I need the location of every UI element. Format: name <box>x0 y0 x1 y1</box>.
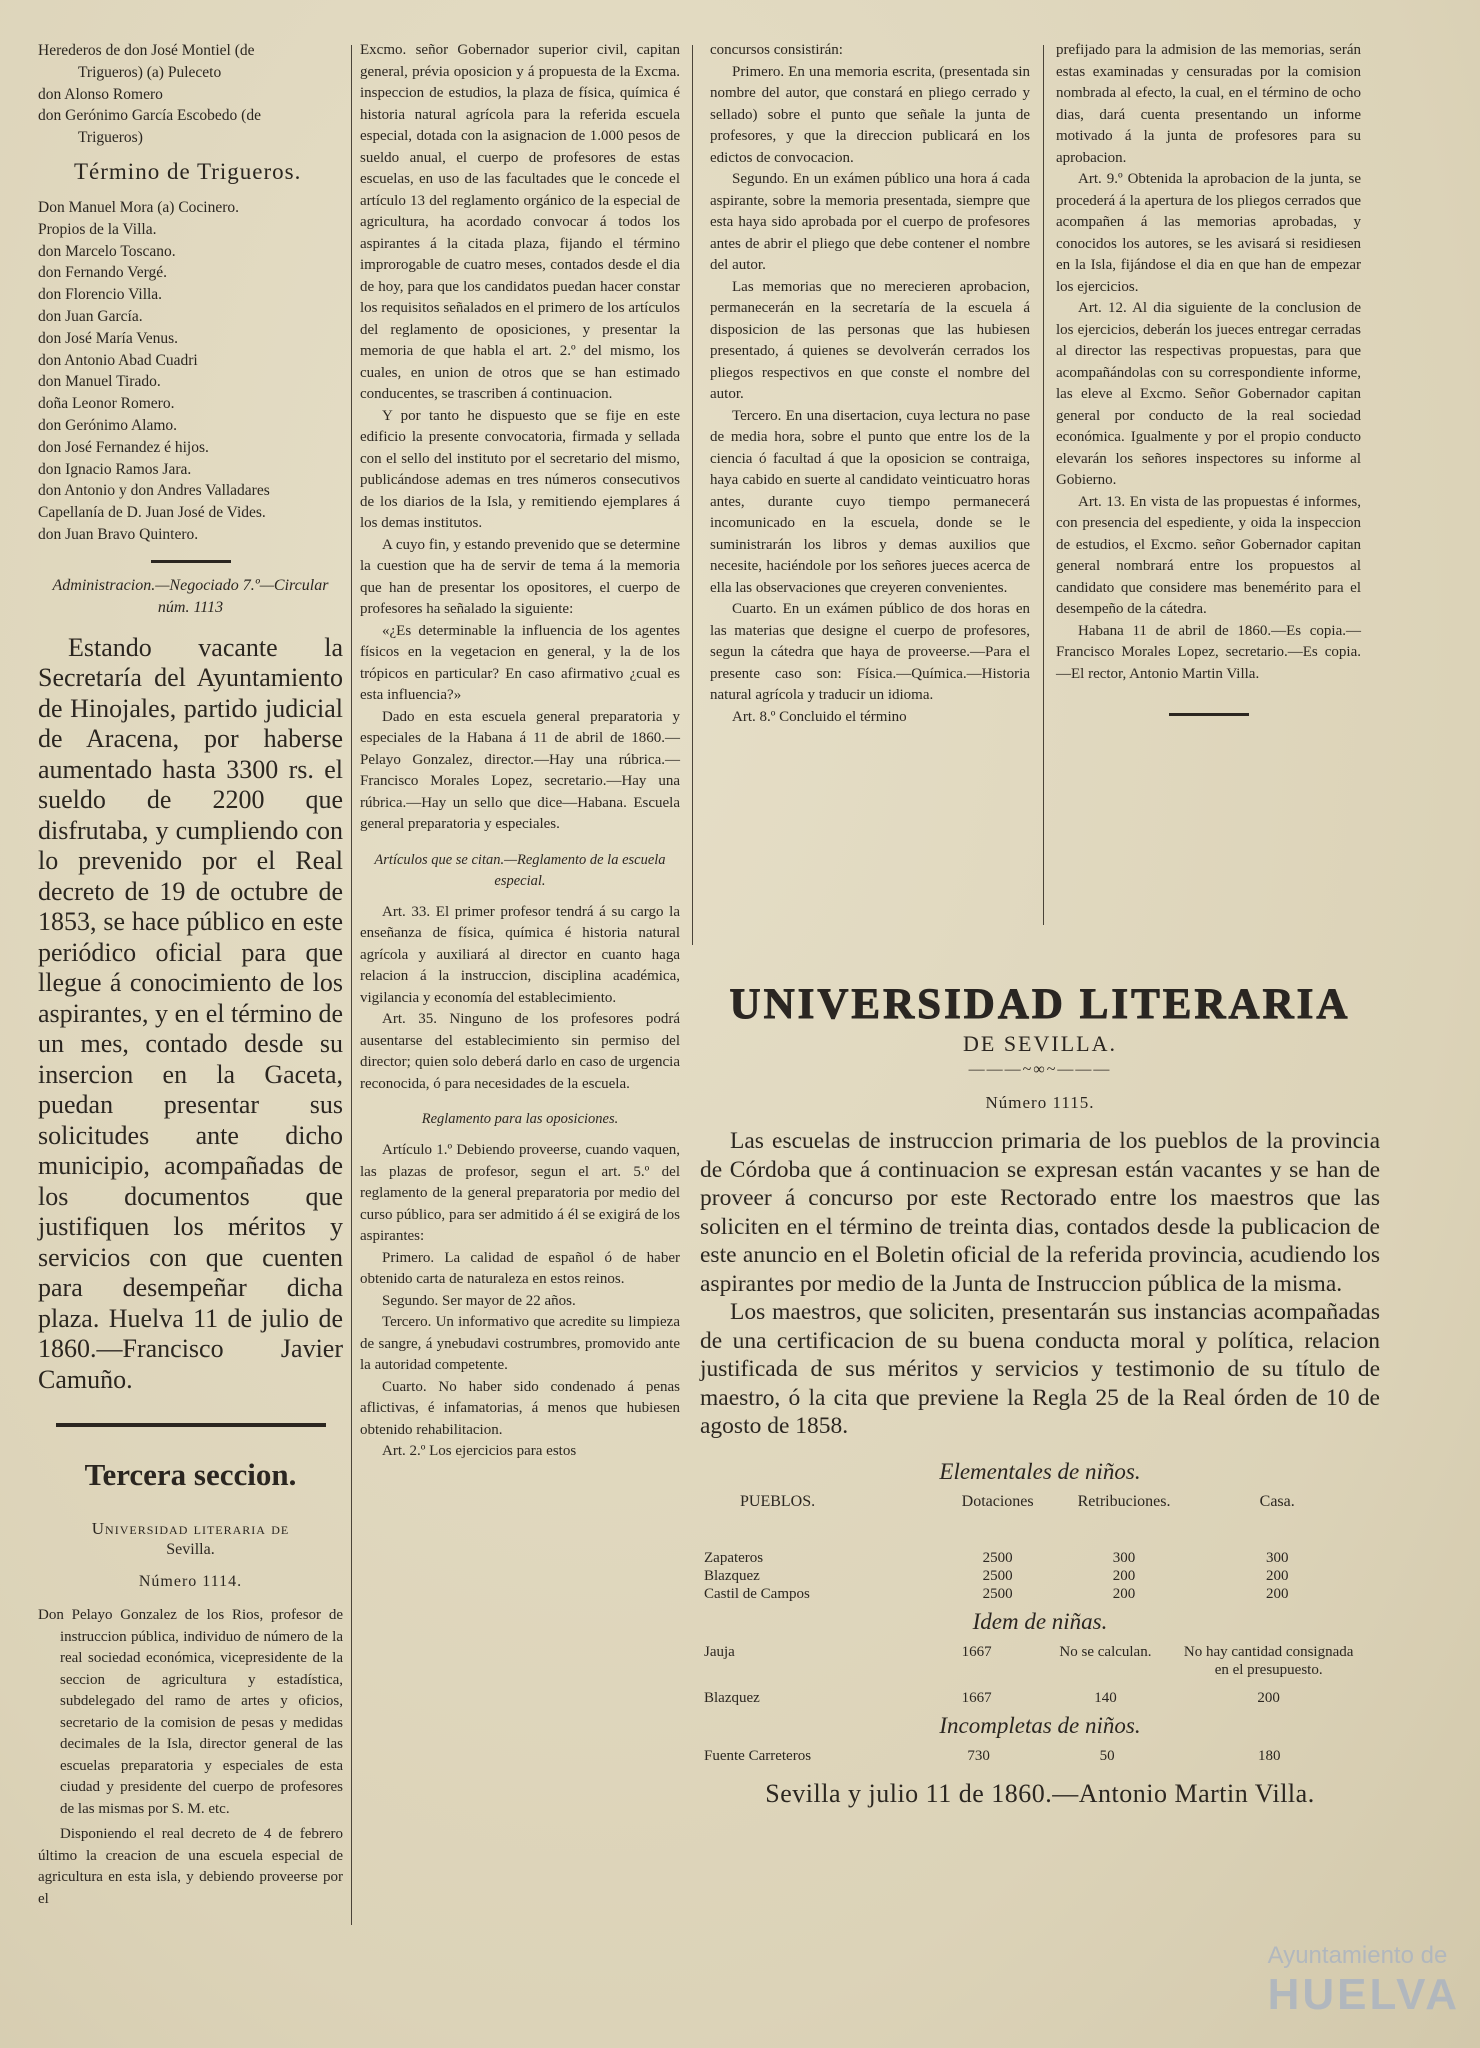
list-item: don Juan García. <box>38 307 143 325</box>
cell-retribucion: 200 <box>1112 1585 1136 1602</box>
category-heading: Idem de niñas. <box>972 1608 1108 1634</box>
table-row <box>700 1567 1360 1585</box>
cell-retribucion: 300 <box>1112 1549 1136 1566</box>
paragraph: Habana 11 de abril de 1860.—Es copia.—Francisco Morales Lopez, secretario.—Es copia.—El rector, Antonio Martin Villa. <box>1056 622 1361 682</box>
col-header: Casa. <box>1259 1492 1295 1510</box>
notice-number: Número 1114. <box>138 1573 243 1591</box>
table-header <box>700 1493 1360 1511</box>
category-heading: Incompletas de niños. <box>939 1712 1141 1738</box>
col-header: Retribuciones. <box>1077 1492 1171 1510</box>
cell-dotacion: 2500 <box>982 1549 1013 1566</box>
category-heading: Elementales de niños. <box>939 1458 1141 1484</box>
admin-notice: Estando vacante la Secretaría del Ayuntamiento de Hinojales, partido judicial de Aracena, por haberse aumentado hasta 3300 rs. el sueldo de 2200 que disfrutaba, y cumpliendo con lo prevenido por el Real decreto de 19 de octubre de 1853, se hace público en este periódico oficial para que llegue á conocimiento de los aspirantes, y en el término de un mes, contado desde su insercion en la Gaceta, puedan presentar sus solicitudes ante dicho municipio, acompañadas de los documentos que justifiquen los méritos y servicios con que cuenten para desempeñar dicha plaza. Huelva 11 de julio de 1860.—Francisco Javier Camuño. <box>38 632 343 1394</box>
paragraph: Art. 9.º Obtenida la aprobacion de la junta, se procederá á la apertura de los pliegos cerrados que acompañen á las memorias aprobadas, y conocidos los autores, se les avisará si residiesen en la Isla, fijándose el dia en que han de empezar los ejercicios. <box>1056 171 1361 295</box>
paragraph: Y por tanto he dispuesto que se fije en este edificio la presente convocatoria, firmada y sellada con el sello del instituto por el secretario del mismo, publicándose ademas en tres números consecutivos de los diarios de la Isla, y remitiendo ejemplares á los demas institutos. <box>360 407 680 531</box>
paragraph: Segundo. Ser mayor de 22 años. <box>382 1292 576 1309</box>
paragraph: Dado en esta escuela general preparatoria y especiales de la Habana á 11 de abril de 1860.—Pelayo Gonzalez, director.—Hay una rúbrica.—Francisco Morales Lopez, secretario.—Hay una rúbrica.—Hay un sello que dice—Habana. Escuela general preparatoria y especiales. <box>360 708 680 832</box>
cell-casa: 200 <box>1265 1585 1289 1602</box>
cell-town: Jauja <box>704 1643 735 1660</box>
paragraph: Art. 33. El primer profesor tendrá á su cargo la enseñanza de física, química é historia natural agrícola y auxiliará al director en cuanto haga relacion á la instruccion, disciplina académica, vigilancia y economía del establecimiento. <box>360 903 680 1006</box>
list-item: don Antonio Abad Cuadri <box>38 351 198 369</box>
cell-retribucion: 200 <box>1112 1567 1136 1584</box>
cell-casa: 180 <box>1258 1747 1281 1764</box>
paragraph: Segundo. En un exámen público una hora á cada aspirante, sobre la memoria presentada, siempre que esta haya sido aprobada por el cuerpo de profesores antes de abrir el pliego que debe contener el nombre del autor. <box>710 171 1030 273</box>
univ-title: UNIVERSIDAD LITERARIA <box>729 981 1351 1028</box>
cell-dotacion: 2500 <box>982 1567 1013 1584</box>
sevilla-notice <box>700 980 1380 1809</box>
admin-heading: Administracion.—Negociado 7.º—Circular núm. 1113 <box>52 576 329 616</box>
paragraph: Art. 13. En vista de las propuestas é informes, con presencia del espediente, y oida la inspeccion de estudios, el Excmo. señor Gobernador capitan general nombrará entre los propuestos al candidato que considere mas benemérito para el desempeño de la cátedra. <box>1056 493 1361 617</box>
notice-body: Don Pelayo Gonzalez de los Rios, profesor de instruccion pública, individuo de número de la real sociedad económica, vicepresidente de la seccion de agricultura y estadística, subdelegado del ramo de artes y oficios, secretario de la comision de pesas y medidas decimales de la Isla, director general de las escuelas preparatoria y especiales de esta ciudad y presidente del cuerpo de profesores de las mismas por S. M. etc. <box>38 1607 343 1817</box>
notice-body: Disponiendo el real decreto de 4 de febrero último la creacion de una escuela especial de agricultura en esta isla, y debiendo proveerse por el <box>38 1826 343 1907</box>
list-item: don Gerónimo García Escobedo (de <box>38 107 261 125</box>
paragraph: prefijado para la admision de las memorias, serán estas examinadas y censuradas por la comision nombrada al efecto, la cual, en el término de ocho dias, dará cuenta presentando un informe motivado á la junta de profesores para su aprobacion. <box>1056 42 1361 166</box>
column-1 <box>38 40 343 1910</box>
section-heading: Término de Trigueros. <box>74 158 302 184</box>
list-item: Trigueros) <box>78 129 143 147</box>
paragraph: Art. 2.º Los ejercicios para estos <box>382 1443 577 1459</box>
paragraph: «¿Es determinable la influencia de los agentes físicos en la vegetacion en general, y la de los trópicos en particular? En caso afirmativo ¿cual es esta influencia?» <box>360 622 680 703</box>
cell-retribucion: 140 <box>1094 1689 1117 1706</box>
notice-body: Los maestros, que soliciten, presentarán sus instancias acompañadas de una certificacion de su buena conducta moral y política, relacion justificada de sus méritos y servicios y testimonio de su título de maestro, ó la cita que previene la Regla 25 de la Real órden de 10 de agosto de 1858. <box>700 1299 1380 1439</box>
section-title: Tercera seccion. <box>84 1457 297 1493</box>
col-header: Dotaciones <box>961 1492 1034 1510</box>
cell-casa: 200 <box>1265 1567 1289 1584</box>
notice-number: Número 1115. <box>985 1093 1095 1112</box>
cell-town: Blazquez <box>704 1689 760 1706</box>
paragraph: Tercero. Un informativo que acredite su limpieza de sangre, á ynebudavi costrumbres, promovido ante la autoridad competente. <box>360 1314 680 1373</box>
list-item: don José María Venus. <box>38 329 179 347</box>
list-item: don José Fernandez é hijos. <box>38 438 209 456</box>
cell-casa: 200 <box>1257 1689 1280 1706</box>
paragraph: A cuyo fin, y estando prevenido que se determine la cuestion que ha de servir de tema á la memoria que han de presentar los opositores, el cuerpo de profesores ha señalado la siguiente: <box>360 536 680 617</box>
notice-body: Las escuelas de instruccion primaria de los pueblos de la provincia de Córdoba que á continuacion se expresan están vacantes y se han de proveer á concurso por este Rectorado entre los maestros que las soliciten en el término de treinta dias, contados desde la publicacion de este anuncio en el Boletin oficial de la referida provincia, acudiendo los aspirantes por medio de la Junta de Instruccion pública de la misma. <box>700 1128 1380 1297</box>
paragraph: Tercero. En una disertacion, cuya lectura no pase de media hora, sobre el punto que entre los de la ciencia ó facultad á que la oposicion se contraiga, haya cabido en suerte al candidato veinticuatro horas antes, durante cuyo tiempo permanecerá incomunicado en la escuela, donde se le suministrarán los libros y demas auxilios que necesite, haciéndole por los señores jueces acerca de ella las observaciones que creyeren convenientes. <box>710 407 1030 596</box>
schools-table <box>700 1643 1360 1707</box>
divider <box>1169 713 1249 716</box>
list-item: doña Leonor Romero. <box>38 395 175 413</box>
paragraph: concursos consistirán: <box>710 42 843 58</box>
cell-retribucion: 50 <box>1099 1747 1115 1764</box>
table-row <box>700 1689 1360 1707</box>
heirs-list <box>38 40 343 149</box>
column-4 <box>1056 40 1361 716</box>
table-row <box>700 1549 1360 1567</box>
paragraph: Art. 12. Al dia siguiente de la conclusion de los ejercicios, deberán los jueces entregar cerradas al director las respectivas propuestas, para que acompañándolas con su correspondiente informe, las eleve al Excmo. Señor Gobernador capitan general por conducto de la real sociedad económica. Igualmente y por el propio conducto elevarán los señores inspectores su informe al Gobierno. <box>1056 300 1361 488</box>
cell-casa: No hay cantidad consignada en el presupuesto. <box>1183 1643 1354 1678</box>
column-rule <box>692 45 693 945</box>
schools-table <box>700 1493 1360 1603</box>
column-3 <box>710 40 1030 728</box>
watermark-logo-text: HUELVA <box>1267 1970 1460 2019</box>
column-2 <box>360 40 680 1463</box>
column-rule <box>351 45 352 1925</box>
list-item: Capellanía de D. Juan José de Vides. <box>38 504 266 522</box>
paragraph: Las memorias que no merecieren aprobacion, permanecerán en la secretaría de la escuela á disposicion de las personas que las hubiesen presentado, á quienes se devolverán cerrados los pliegos respectivos en que conste el nombre del autor. <box>710 278 1030 402</box>
univ-city: Sevilla. <box>166 1541 215 1559</box>
cell-retribucion: No se calculan. <box>1059 1643 1152 1660</box>
schools-table <box>700 1747 1360 1765</box>
paragraph: Cuarto. No haber sido condenado á penas aflictivas, é infamatorias, á menos que hubiesen obtenido rehabilitacion. <box>360 1378 680 1438</box>
list-item: Herederos de don José Montiel (de <box>38 42 255 59</box>
cell-town: Castil de Campos <box>704 1585 810 1602</box>
cell-dotacion: 1667 <box>961 1643 992 1660</box>
list-item: Don Manuel Mora (a) Cocinero. <box>38 198 240 216</box>
cell-dotacion: 2500 <box>982 1585 1013 1602</box>
paragraph: Primero. En una memoria escrita, (presentada sin nombre del autor, que constará en pliego cerrado y sellado) sobre el punto que señale la junta de profesores, y que la direccion publicará en los edictos de convocacion. <box>710 63 1030 166</box>
paragraph: Artículo 1.º Debiendo proveerse, cuando vaquen, las plazas de profesor, segun el art. 5.º del reglamento de la general preparatoria por medio del curso público, para ser admitido á él se exigirá de los aspirantes: <box>360 1142 680 1244</box>
list-item: don Gerónimo Alamo. <box>38 416 178 434</box>
ornament: ———~∞~——— <box>968 1061 1112 1078</box>
regulation-heading: Reglamento para las oposiciones. <box>421 1111 619 1127</box>
univ-subtitle: DE SEVILLA. <box>963 1031 1117 1056</box>
cell-dotacion: 1667 <box>961 1689 992 1706</box>
list-item: don Alonso Romero <box>38 85 163 103</box>
cell-dotacion: 730 <box>967 1747 990 1764</box>
paragraph: Art. 35. Ninguno de los profesores podrá ausentarse del establecimiento sin permiso del director; quien solo deberá darlo en caso de urgencia reconocida, ó para necesidades de la escuela. <box>360 1011 680 1092</box>
list-item: Trigueros) (a) Puleceto <box>78 63 222 81</box>
paragraph: Cuarto. En un exámen público de dos horas en las materias que designe el cuerpo de profesores, segun la cátedra que haya de proveerse.—Para el presente caso son: Física.—Química.—Historia natural agrícola y traducir un idioma. <box>710 601 1030 703</box>
divider <box>56 1423 326 1427</box>
list-item: don Ignacio Ramos Jara. <box>38 460 192 478</box>
list-item: don Marcelo Toscano. <box>38 242 176 260</box>
watermark-line: Ayuntamiento de <box>1267 1942 1448 1969</box>
list-item: don Antonio y don Andres Valladares <box>38 482 270 500</box>
table-row <box>700 1747 1360 1765</box>
archive-watermark <box>1268 1942 1460 2020</box>
signature-line: Sevilla y julio 11 de 1860.—Antonio Martin Villa. <box>765 1778 1315 1808</box>
list-item: Propios de la Villa. <box>38 220 157 238</box>
cell-town: Blazquez <box>704 1567 760 1584</box>
table-row <box>700 1643 1360 1679</box>
cell-town: Zapateros <box>704 1549 764 1566</box>
list-item: don Juan Bravo Quintero. <box>38 525 199 543</box>
table-row <box>700 1585 1360 1603</box>
univ-heading: Universidad literaria de <box>91 1519 290 1539</box>
paragraph: Primero. La calidad de español ó de haber obtenido carta de naturaleza en estos reinos. <box>360 1249 680 1287</box>
paragraph: Art. 8.º Concluido el término <box>732 708 907 725</box>
list-item: don Manuel Tirado. <box>38 373 161 391</box>
column-rule <box>1043 45 1044 925</box>
list-item: don Fernando Vergé. <box>38 264 168 282</box>
cell-town: Fuente Carreteros <box>704 1747 812 1764</box>
articles-heading: Artículos que se citan.—Reglamento de la escuela especial. <box>374 851 666 889</box>
col-header: PUEBLOS. <box>740 1492 816 1510</box>
cell-casa: 300 <box>1265 1549 1289 1566</box>
divider <box>151 560 231 563</box>
list-item: don Florencio Villa. <box>38 286 163 304</box>
paragraph: Excmo. señor Gobernador superior civil, capitan general, prévia oposicion y á propuesta de la Excma. inspeccion de estudios, la plaza de física, química é historia natural agrícola para la referida escuela especial, dotada con la asignacion de 1.000 pesos de sueldo anual, el cuerpo de profesores de estas escuelas, en uso de las facultades que le concede el artículo 13 del reglamento orgánico de la especial de agricultura, ha acordado convocar á todos los aspirantes á la citada plaza, fijando el término improrogable de cuatro meses, contados desde el dia de hoy, para que los candidatos puedan hacer constar los requisitos señalados en el primero de los artículos del reglamento de oposiciones, y presentar la memoria de que habla el art. 2.º del mismo, los cuales, en union de otros que se han estimado conducentes, se trascriben á continuacion. <box>360 42 680 402</box>
term-list <box>38 197 343 546</box>
